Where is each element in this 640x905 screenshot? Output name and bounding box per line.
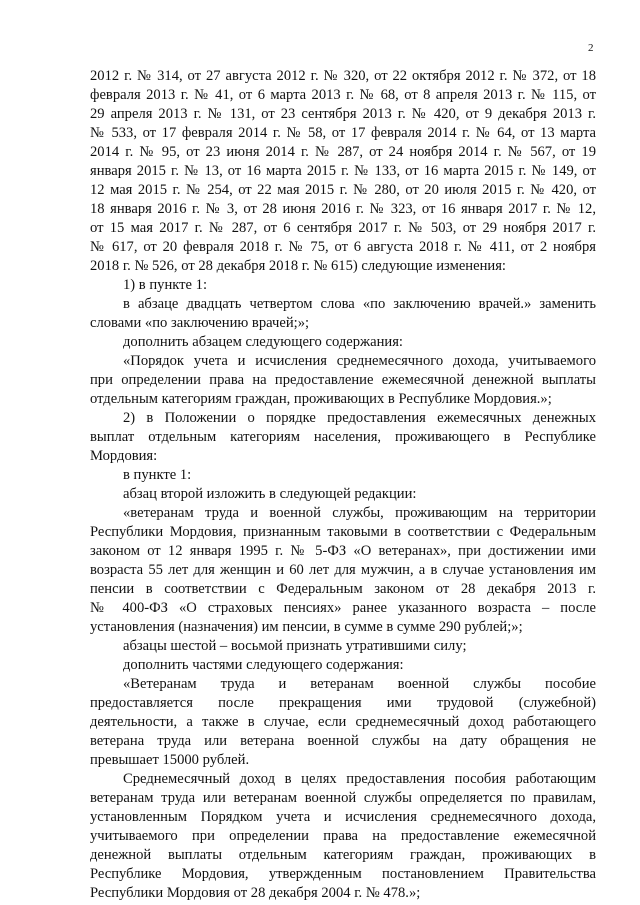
text-line: Республике Мордовия, утвержденным постановлением Правительства bbox=[90, 866, 596, 882]
text-line: «ветеранам труда и военной службы, проживающим на территории bbox=[123, 505, 596, 521]
text-line: абзацы шестой – восьмой признать утратившими силу; bbox=[123, 638, 467, 654]
text-line: установленным Порядком учета и исчисления среднемесячного дохода, bbox=[90, 809, 596, 825]
text-line: 2018 г. № 526, от 28 декабря 2018 г. № 615) следующие изменения: bbox=[90, 258, 506, 274]
text-line: при определении права на предоставление ежемесячной денежной выплаты bbox=[90, 372, 596, 388]
text-line: словами «по заключению врачей;»; bbox=[90, 315, 310, 331]
text-line: января 2015 г. № 13, от 16 марта 2015 г. № 133, от 16 марта 2015 г. № 149, от bbox=[90, 163, 596, 179]
text-line: Мордовия: bbox=[90, 448, 158, 464]
text-line: «Порядок учета и исчисления среднемесячного дохода, учитываемого bbox=[123, 353, 596, 369]
text-line: дополнить частями следующего содержания: bbox=[123, 657, 404, 673]
text-line: 2012 г. № 314, от 27 августа 2012 г. № 320, от 22 октября 2012 г. № 372, от 18 bbox=[90, 68, 596, 84]
text-line: отдельным категориям граждан, проживающих в Республике Мордовия.»; bbox=[90, 391, 552, 407]
page-number: 2 bbox=[588, 42, 594, 54]
text-line: Среднемесячный доход в целях предоставления пособия работающим bbox=[123, 771, 596, 787]
text-line: учитываемого при определении права на предоставление ежемесячной bbox=[90, 828, 596, 844]
text-line: Республики Мордовия, признанным таковыми в соответствии с Федеральным bbox=[90, 524, 596, 540]
text-line: 1) в пункте 1: bbox=[123, 277, 208, 293]
text-line: пенсии в соответствии с Федеральным законом от 28 декабря 2013 г. bbox=[90, 581, 596, 597]
text-line: ветеранам труда или ветеранам военной службы определяется по правилам, bbox=[90, 790, 596, 806]
text-line: № 533, от 17 февраля 2014 г. № 58, от 17 февраля 2014 г. № 64, от 13 марта bbox=[90, 125, 596, 141]
text-line: Республики Мордовия от 28 декабря 2004 г. № 478.»; bbox=[90, 885, 421, 901]
text-line: 18 января 2016 г. № 3, от 28 июня 2016 г. № 323, от 16 января 2017 г. № 12, bbox=[90, 201, 596, 217]
text-line: установления (назначения) им пенсии, в сумме в сумме 290 рублей;»; bbox=[90, 619, 523, 635]
text-line: законом от 12 января 1995 г. № 5-ФЗ «О ветеранах», при достижении ими bbox=[90, 543, 596, 559]
text-line: ветерана труда или ветерана военной службы на дату обращения не bbox=[90, 733, 596, 749]
text-line: № 400-ФЗ «О страховых пенсиях» ранее указанного возраста – после bbox=[90, 600, 596, 616]
text-line: возраста 55 лет для женщин и 60 лет для мужчин, а в случае установления им bbox=[90, 562, 596, 578]
text-line: превышает 15000 рублей. bbox=[90, 752, 250, 768]
text-line: № 617, от 20 февраля 2018 г. № 75, от 6 августа 2018 г. № 411, от 2 ноября bbox=[90, 239, 596, 255]
text-line: абзац второй изложить в следующей редакции: bbox=[123, 486, 417, 502]
text-line: 12 мая 2015 г. № 254, от 22 мая 2015 г. № 280, от 20 июля 2015 г. № 420, от bbox=[90, 182, 596, 198]
text-line: от 15 мая 2017 г. № 287, от 6 сентября 2017 г. № 503, от 29 ноября 2017 г. bbox=[90, 220, 596, 236]
text-line: в пункте 1: bbox=[123, 467, 192, 483]
text-line: предоставляется после прекращения ими трудовой (служебной) bbox=[90, 695, 596, 711]
text-line: деятельности, а также в случае, если среднемесячный доход работающего bbox=[90, 714, 596, 730]
text-line: 29 апреля 2013 г. № 131, от 23 сентября 2013 г. № 420, от 9 декабря 2013 г. bbox=[90, 106, 596, 122]
text-line: 2014 г. № 95, от 23 июня 2014 г. № 287, от 24 ноября 2014 г. № 567, от 19 bbox=[90, 144, 596, 160]
text-line: 2) в Положении о порядке предоставления ежемесячных денежных bbox=[123, 410, 596, 426]
text-line: в абзаце двадцать четвертом слова «по заключению врачей.» заменить bbox=[123, 296, 596, 312]
text-line: дополнить абзацем следующего содержания: bbox=[123, 334, 403, 350]
text-line: февраля 2013 г. № 41, от 6 марта 2013 г. № 68, от 8 апреля 2013 г. № 115, от bbox=[90, 87, 596, 103]
text-line: выплат отдельным категориям населения, проживающего в Республике bbox=[90, 429, 596, 445]
text-line: «Ветеранам труда и ветеранам военной службы пособие bbox=[123, 676, 596, 692]
text-line: денежной выплаты отдельным категориям граждан, проживающих в bbox=[90, 847, 596, 863]
